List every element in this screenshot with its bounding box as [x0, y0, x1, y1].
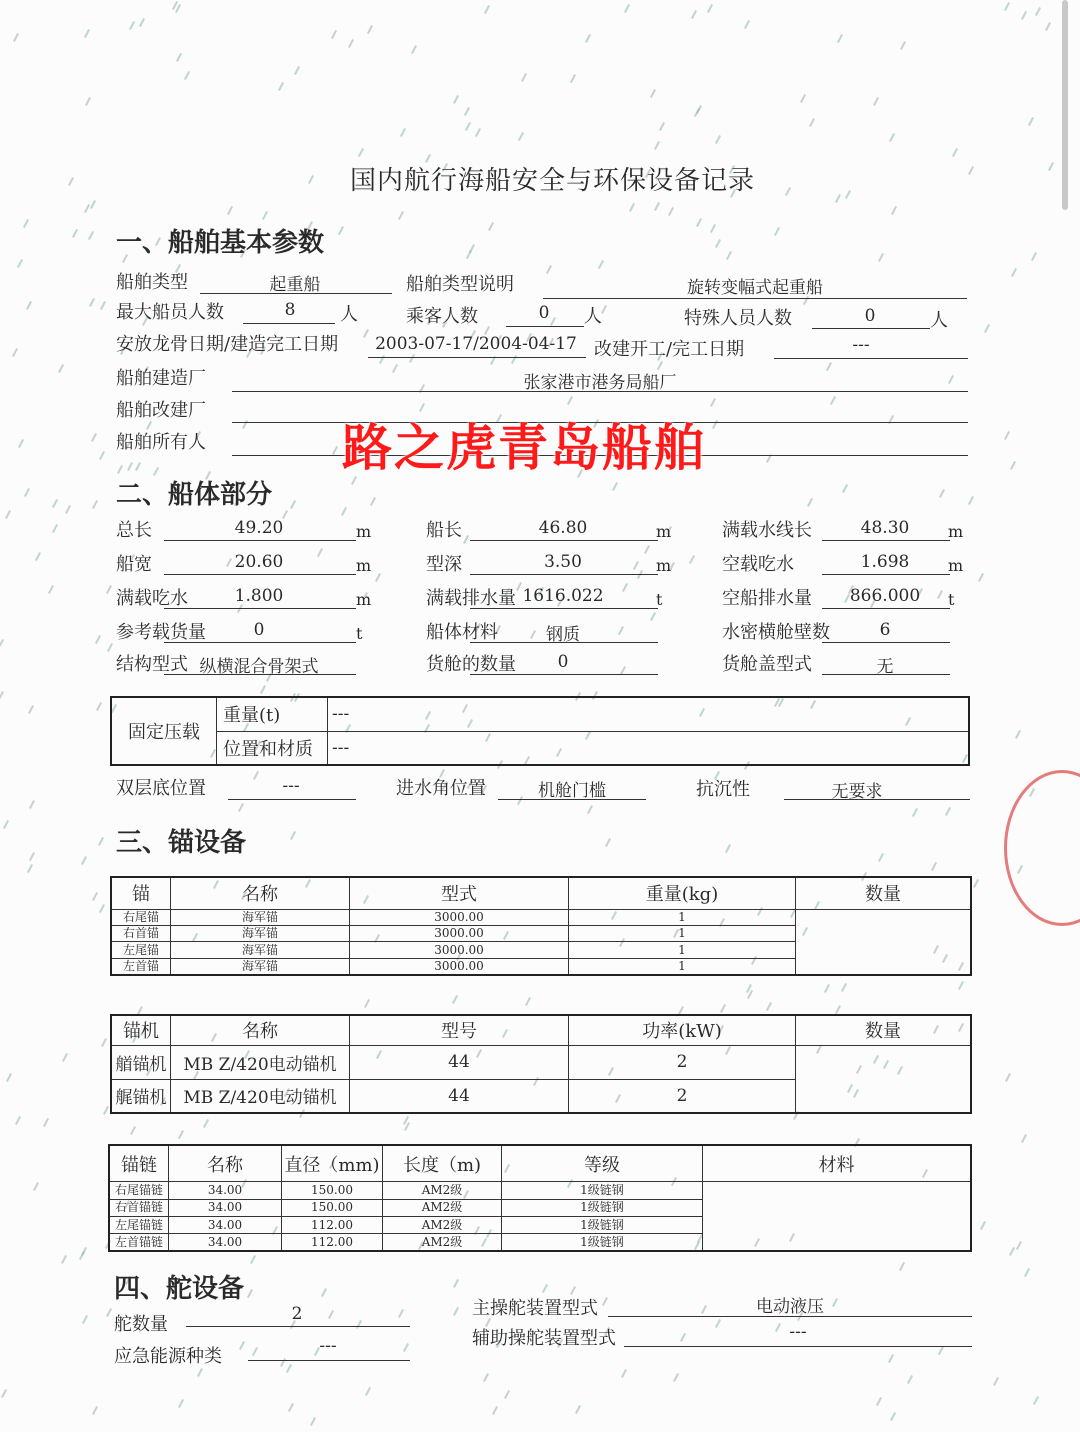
hull-param-value: 49.20: [234, 518, 284, 538]
chain-row-cell: 34.00: [169, 1182, 282, 1199]
double-bottom-value: ---: [282, 776, 300, 796]
anchor-row-cell: 3000.00: [350, 958, 569, 975]
hull-param-label: 总长: [116, 520, 152, 541]
hull-param-label: 货舱的数量: [426, 654, 516, 675]
anchor-table: [110, 876, 972, 976]
ballast-weight-label: 重量(t): [217, 697, 328, 731]
chain-row-cell: 34.00: [169, 1199, 282, 1216]
anchor-row: [111, 958, 971, 975]
chain-row-cell: 34.00: [169, 1216, 282, 1233]
emergency-power-value: ---: [319, 1336, 337, 1356]
max-crew-unit: 人: [340, 304, 358, 325]
document-title: 国内航行海船安全与环保设备记录: [350, 166, 756, 196]
anchor-row: [111, 909, 971, 925]
special-value: 0: [864, 306, 876, 326]
aux-steering-label: 辅助操舵装置型式: [472, 1328, 616, 1349]
hull-param-unit: m: [656, 522, 672, 541]
double-bottom-label: 双层底位置: [116, 778, 206, 799]
chain-row-cell: 34.00: [169, 1234, 282, 1251]
builder-value: 张家港市港务局船厂: [523, 373, 677, 393]
flood-angle-label: 进水角位置: [396, 778, 486, 799]
sinkage-value: 无要求: [831, 782, 883, 802]
windlass-header-name: 名称: [171, 1015, 350, 1045]
windlass-header-model: 型号: [350, 1015, 569, 1045]
anchor-row-cell: 海军锚: [171, 942, 350, 958]
chain-row-cell: 左尾锚链: [109, 1216, 169, 1233]
chain-row: [109, 1182, 971, 1199]
windlass-row-cell: 44: [350, 1045, 569, 1079]
owner-label: 船舶所有人: [116, 432, 206, 453]
chain-table: [108, 1144, 972, 1252]
chain-header-length: 长度（m): [383, 1145, 502, 1182]
hull-param-label: 空载吃水: [722, 554, 794, 575]
watermark-text: 路之虎青岛船舶: [342, 419, 706, 477]
anchor-row-cell: 3000.00: [350, 909, 569, 925]
windlass-row-cell: MB Z/420电动锚机: [171, 1045, 350, 1079]
hull-param-unit: t: [356, 624, 363, 643]
aux-steering-value: ---: [789, 1322, 807, 1342]
chain-row: [109, 1216, 971, 1233]
keel-date-value: 2003-07-17/2004-04-17: [375, 334, 577, 354]
hull-param-value: 钢质: [546, 625, 580, 645]
anchor-row-cell: 1: [569, 909, 796, 925]
ship-type-value: 起重船: [269, 275, 321, 295]
chain-header-material: 材料: [703, 1145, 972, 1182]
anchor-row-cell: 3000.00: [350, 942, 569, 958]
hull-param-label: 满载水线长: [722, 520, 812, 541]
anchor-row: [111, 942, 971, 958]
windlass-row-cell: 2: [569, 1079, 796, 1113]
anchor-row-cell: 右尾锚: [111, 909, 171, 925]
chain-row-cell: AM2级: [383, 1234, 502, 1251]
hull-param-value: 1.800: [234, 586, 284, 606]
hull-param-label: 满载吃水: [116, 588, 188, 609]
hull-param-unit: t: [948, 590, 955, 609]
hull-param-value: 3.50: [544, 552, 582, 572]
builder-label: 船舶建造厂: [116, 368, 206, 389]
anchor-row-cell: 海军锚: [171, 926, 350, 942]
windlass-header-power: 功率(kW): [569, 1015, 796, 1045]
anchor-row-cell: 海军锚: [171, 958, 350, 975]
hull-param-label: 结构型式: [116, 654, 188, 675]
chain-row-cell: 1级链钢: [502, 1199, 703, 1216]
anchor-row: [111, 926, 971, 942]
refit-date-label: 改建开工/完工日期: [594, 339, 745, 360]
hull-param-unit: m: [356, 522, 372, 541]
hull-param-unit: t: [656, 590, 663, 609]
anchor-row-cell: 1: [569, 958, 796, 975]
hull-param-value: 866.000: [849, 586, 921, 606]
chain-row-cell: 右首锚链: [109, 1199, 169, 1216]
chain-row: [109, 1199, 971, 1216]
chain-header-diameter: 直径（mm): [282, 1145, 383, 1182]
hull-param-value: 6: [879, 620, 891, 640]
special-unit: 人: [930, 310, 948, 331]
flood-angle-value: 机舱门槛: [538, 781, 606, 801]
rebuilder-label: 船舶改建厂: [116, 400, 206, 421]
windlass-group-label: 锚机: [111, 1015, 171, 1045]
anchor-group-label: 锚: [111, 877, 171, 909]
hull-param-unit: m: [948, 522, 964, 541]
hull-param-value: 46.80: [538, 518, 588, 538]
ship-type-label: 船舶类型: [116, 272, 188, 293]
chain-header-grade: 等级: [502, 1145, 703, 1182]
section3-heading: 三、锚设备: [116, 828, 247, 858]
main-steering-label: 主操舵装置型式: [472, 1298, 598, 1319]
chain-row-cell: 112.00: [282, 1234, 383, 1251]
hull-param-label: 船宽: [116, 554, 152, 575]
anchor-row-cell: 右首锚: [111, 926, 171, 942]
section1-heading: 一、船舶基本参数: [116, 228, 325, 258]
anchor-row-cell: 左首锚: [111, 958, 171, 975]
hull-param-value: 无: [876, 657, 894, 677]
hull-param-unit: m: [948, 556, 964, 575]
ballast-table: [110, 696, 970, 766]
chain-header-name: 名称: [169, 1145, 282, 1182]
chain-row-cell: 左首锚链: [109, 1234, 169, 1251]
windlass-row-cell: 2: [569, 1045, 796, 1079]
chain-row-cell: 150.00: [282, 1182, 383, 1199]
ballast-position-value: ---: [328, 731, 970, 765]
hull-param-value: 0: [253, 620, 265, 640]
windlass-table: [110, 1014, 972, 1114]
chain-group-label: 锚链: [109, 1145, 169, 1182]
ballast-weight-value: ---: [328, 697, 970, 731]
chain-row-cell: 1级链钢: [502, 1182, 703, 1199]
hull-param-value: 48.30: [860, 518, 910, 538]
passengers-label: 乘客人数: [406, 306, 478, 327]
rudder-count-label: 舵数量: [114, 1314, 168, 1335]
ship-type-desc-value: 旋转变幅式起重船: [687, 278, 823, 298]
anchor-row-cell: 左尾锚: [111, 942, 171, 958]
hull-param-unit: m: [356, 556, 372, 575]
anchor-header-type: 型式: [350, 877, 569, 909]
anchor-row-cell: 1: [569, 942, 796, 958]
hull-param-label: 空船排水量: [722, 588, 812, 609]
hull-param-label: 船体材料: [426, 622, 498, 643]
ballast-position-label: 位置和材质: [217, 731, 328, 765]
hull-param-label: 水密横舱壁数: [722, 622, 830, 643]
windlass-row-cell: 44: [350, 1079, 569, 1113]
hull-param-unit: m: [356, 590, 372, 609]
hull-param-label: 船长: [426, 520, 462, 541]
hull-param-value: 0: [557, 652, 569, 672]
section2-heading: 二、船体部分: [116, 480, 273, 510]
special-label: 特殊人员人数: [684, 308, 792, 329]
windlass-row-cell: 艉锚机: [111, 1079, 171, 1113]
anchor-header-count: 数量: [796, 877, 972, 909]
ship-type-desc-label: 船舶类型说明: [406, 274, 514, 295]
chain-row-cell: 右尾锚链: [109, 1182, 169, 1199]
hull-param-label: 货舱盖型式: [722, 654, 812, 675]
hull-param-value: 1616.022: [522, 586, 604, 606]
anchor-row-cell: 1: [569, 926, 796, 942]
max-crew-label: 最大船员人数: [116, 302, 224, 323]
anchor-header-weight: 重量(kg): [569, 877, 796, 909]
rudder-count-value: 2: [291, 1304, 303, 1324]
anchor-row-cell: 3000.00: [350, 926, 569, 942]
passengers-unit: 人: [584, 306, 602, 327]
hull-param-value: 1.698: [860, 552, 910, 572]
windlass-row: [111, 1045, 971, 1079]
chain-row-cell: 150.00: [282, 1199, 383, 1216]
chain-row-cell: 1级链钢: [502, 1234, 703, 1251]
chain-row-cell: AM2级: [383, 1216, 502, 1233]
anchor-row-cell: 海军锚: [171, 909, 350, 925]
windlass-row-cell: 艏锚机: [111, 1045, 171, 1079]
passengers-value: 0: [538, 303, 550, 323]
windlass-row: [111, 1079, 971, 1113]
hull-param-label: 参考载货量: [116, 622, 206, 643]
emergency-power-label: 应急能源种类: [114, 1346, 222, 1367]
chain-row-cell: 112.00: [282, 1216, 383, 1233]
windlass-row-cell: MB Z/420电动锚机: [171, 1079, 350, 1113]
hull-param-label: 满载排水量: [426, 588, 516, 609]
sinkage-label: 抗沉性: [696, 779, 750, 800]
chain-row-cell: AM2级: [383, 1182, 502, 1199]
hull-param-label: 型深: [426, 554, 462, 575]
hull-param-value: 20.60: [234, 552, 284, 572]
section4-heading: 四、舵设备: [114, 1274, 245, 1304]
chain-row: [109, 1234, 971, 1251]
refit-date-value: ---: [852, 335, 870, 355]
main-steering-value: 电动液压: [756, 1297, 824, 1317]
hull-param-value: 纵横混合骨架式: [199, 657, 319, 677]
hull-param-unit: m: [656, 556, 672, 575]
keel-date-label: 安放龙骨日期/建造完工日期: [116, 334, 339, 355]
anchor-header-name: 名称: [171, 877, 350, 909]
ballast-label: 固定压载: [111, 697, 217, 765]
scrollbar[interactable]: [1062, 0, 1068, 210]
max-crew-value: 8: [284, 300, 296, 320]
chain-row-cell: 1级链钢: [502, 1216, 703, 1233]
windlass-header-count: 数量: [796, 1015, 972, 1045]
chain-row-cell: AM2级: [383, 1199, 502, 1216]
